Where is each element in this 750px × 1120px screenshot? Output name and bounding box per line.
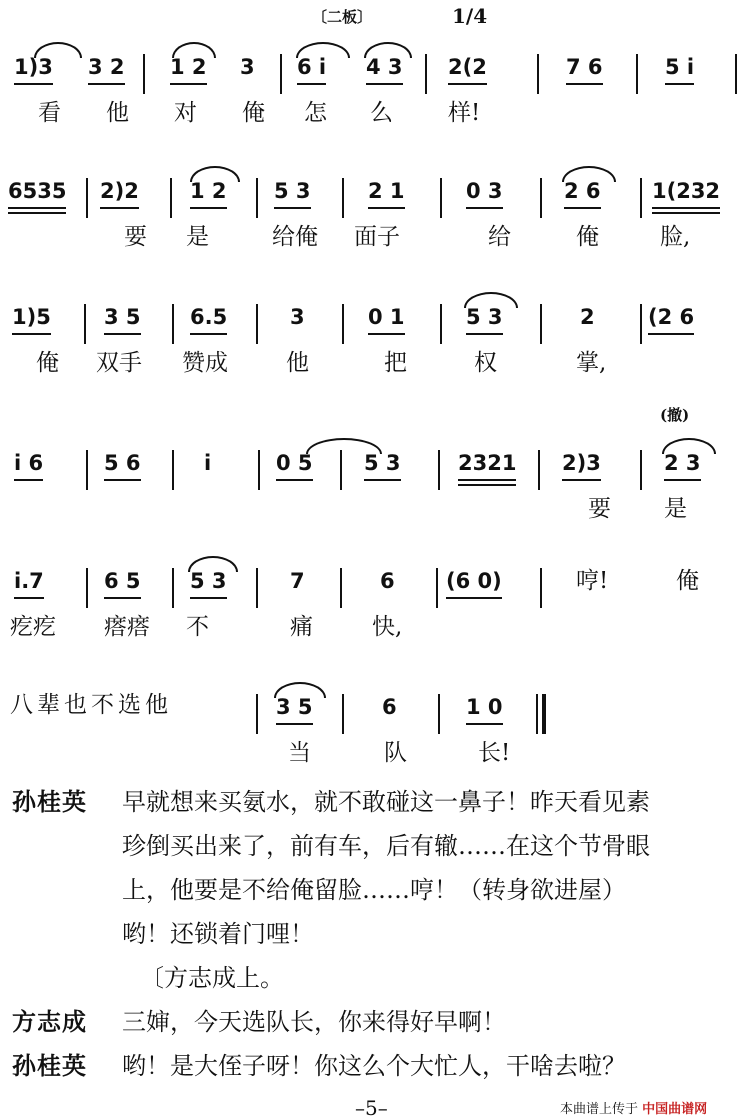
lyric: 权 xyxy=(474,350,497,376)
barline xyxy=(86,450,88,490)
lyric: 面子 xyxy=(354,224,400,250)
lyric: 快, xyxy=(372,614,403,640)
barline xyxy=(280,54,282,94)
lyric: 给 xyxy=(488,224,511,250)
note-group: 2 1 xyxy=(368,176,405,209)
speaker-name: 孙桂英 xyxy=(12,787,87,816)
note-group: 1 0 xyxy=(466,692,503,725)
final-barline xyxy=(542,694,546,734)
slur xyxy=(364,42,412,58)
speech-line: 早就想来买氨水，就不敢碰这一鼻子！昨天看见素 xyxy=(122,788,650,816)
dialogue-block xyxy=(12,780,742,1088)
barline xyxy=(256,568,258,608)
note-group: 1 2 xyxy=(190,176,227,209)
barline xyxy=(536,694,538,734)
slur xyxy=(662,438,716,454)
exclamation-text: 哼! xyxy=(576,568,609,594)
barline xyxy=(636,54,638,94)
note-group: 6 xyxy=(382,695,397,719)
note-group: 2 xyxy=(580,305,595,329)
note-group: i 6 xyxy=(14,448,43,481)
lyric: 瘩瘩 xyxy=(104,614,150,640)
slur xyxy=(34,42,82,58)
note-group: 6535 xyxy=(8,176,66,209)
barline xyxy=(342,304,344,344)
note-group: 2 3 xyxy=(664,448,701,481)
speech-line: 三婶，今天选队长，你来得好早啊！ xyxy=(122,1008,506,1036)
lyric: 俺 xyxy=(36,350,59,376)
lyric: 双手 xyxy=(96,350,142,376)
exclamation-text: 俺 xyxy=(676,568,699,594)
speech-line: 上，他要是不给俺留脸……哼！（转身欲进屋） xyxy=(122,876,626,904)
note-group: 7 xyxy=(290,569,305,593)
notation-line-3 xyxy=(0,302,750,352)
note-group: 1 2 xyxy=(170,52,207,85)
barline xyxy=(735,54,737,94)
lyric: 么 xyxy=(370,100,393,126)
note-group: 4 3 xyxy=(366,52,403,85)
lyric: 脸, xyxy=(660,224,691,250)
note-group: 1)5 xyxy=(12,302,51,335)
barline xyxy=(256,304,258,344)
note-group: 5 3 xyxy=(274,176,311,209)
lyric: 赞成 xyxy=(182,350,228,376)
lead-text: 八辈也不选他 xyxy=(10,692,172,718)
slur xyxy=(296,42,350,58)
notation-line-1 xyxy=(0,52,750,102)
note-group: (2 6 xyxy=(648,302,694,335)
note-group: 6 i xyxy=(297,52,326,85)
slur xyxy=(172,42,216,58)
barline xyxy=(537,54,539,94)
lyric: 怎 xyxy=(304,100,327,126)
note-group: 0 1 xyxy=(368,302,405,335)
notation-line-4 xyxy=(0,448,750,498)
lyric: 是 xyxy=(664,496,687,522)
barline xyxy=(438,694,440,734)
barline xyxy=(436,568,438,608)
speech-text xyxy=(122,1044,742,1088)
site-logo: 中国曲谱网 xyxy=(642,1102,708,1117)
barline xyxy=(172,304,174,344)
barline xyxy=(258,450,260,490)
speaker-name: 方志成 xyxy=(12,1007,87,1036)
speech-text xyxy=(122,780,742,956)
note-group: 2321 xyxy=(458,448,516,481)
speech xyxy=(12,1000,742,1044)
note-group: 3 5 xyxy=(104,302,141,335)
credit-text: 本曲谱上传于 xyxy=(560,1102,639,1117)
note-group: 3 5 xyxy=(276,692,313,725)
speech-line: 哟！是大侄子呀！你这么个大忙人，干啥去啦？ xyxy=(122,1052,626,1080)
slur xyxy=(562,166,616,182)
note-group: 5 3 xyxy=(466,302,503,335)
lyric: 俺 xyxy=(242,100,265,126)
note-group: 2 6 xyxy=(564,176,601,209)
note-group: 5 6 xyxy=(104,448,141,481)
barline xyxy=(342,178,344,218)
lyric: 他 xyxy=(286,350,309,376)
lyric: 样! xyxy=(448,100,481,126)
speaker-name: 孙桂英 xyxy=(12,1051,87,1080)
barline xyxy=(425,54,427,94)
barline xyxy=(84,304,86,344)
notation-line-5 xyxy=(0,566,750,616)
barline xyxy=(86,178,88,218)
tempo-mark: 〔二板〕 xyxy=(312,8,373,26)
speech-line: 哟！还锁着门哩！ xyxy=(122,920,314,948)
note-group: 5 i xyxy=(665,52,694,85)
lyric: 看 xyxy=(38,100,61,126)
lyric: 要 xyxy=(588,496,611,522)
meter-mark: 1/4 xyxy=(452,4,488,28)
note-group: 3 2 xyxy=(88,52,125,85)
lyric: 给俺 xyxy=(272,224,318,250)
barline xyxy=(438,450,440,490)
page-number: –5– xyxy=(355,1096,388,1120)
barline xyxy=(340,568,342,608)
lyric: 把 xyxy=(384,350,407,376)
lyric: 疙疙 xyxy=(10,614,56,640)
note-group: 1)3 xyxy=(14,52,53,85)
barline xyxy=(538,450,540,490)
barline xyxy=(640,178,642,218)
slur xyxy=(464,292,518,308)
barline xyxy=(342,694,344,734)
speech xyxy=(12,780,742,956)
slur xyxy=(190,166,240,182)
note-group: 0 3 xyxy=(466,176,503,209)
barline xyxy=(172,450,174,490)
barline xyxy=(440,178,442,218)
note-group: 6 xyxy=(380,569,395,593)
lyric: 是 xyxy=(186,224,209,250)
notation-line-2 xyxy=(0,176,750,226)
stage-direction: 〔方志成上。 xyxy=(140,964,284,992)
barline xyxy=(540,568,542,608)
note-mark: (撤) xyxy=(660,406,690,424)
lyric: 队 xyxy=(384,740,407,766)
barline xyxy=(440,304,442,344)
lyric: 痛 xyxy=(290,614,313,640)
lyric: 对 xyxy=(174,100,197,126)
slur xyxy=(274,682,326,698)
speech-text xyxy=(122,1000,742,1044)
barline xyxy=(256,694,258,734)
barline xyxy=(256,178,258,218)
lyric: 当 xyxy=(288,740,311,766)
note-group: 2(2 xyxy=(448,52,487,85)
barline xyxy=(172,568,174,608)
note-group: (6 0) xyxy=(446,566,502,599)
note-group: 1(232 xyxy=(652,176,720,209)
credit-watermark xyxy=(560,1098,707,1117)
barline xyxy=(640,450,642,490)
note-group: 6.5 xyxy=(190,302,227,335)
note-group: 2)2 xyxy=(100,176,139,209)
note-group: 2)3 xyxy=(562,448,601,481)
note-group: i.7 xyxy=(14,566,44,599)
note-group: 3 xyxy=(290,305,305,329)
speech-line: 珍倒买出来了，前有车，后有辙……在这个节骨眼 xyxy=(122,832,650,860)
barline xyxy=(143,54,145,94)
lyric: 不 xyxy=(186,614,209,640)
lyric: 要 xyxy=(124,224,147,250)
note-group: i xyxy=(204,451,212,475)
notation-line-6 xyxy=(0,692,750,742)
barline xyxy=(540,304,542,344)
slur xyxy=(306,438,382,454)
lyric: 长! xyxy=(478,740,511,766)
lyric: 俺 xyxy=(576,224,599,250)
barline xyxy=(540,178,542,218)
note-group: 7 6 xyxy=(566,52,603,85)
lyric: 掌, xyxy=(576,350,607,376)
barline xyxy=(170,178,172,218)
speech xyxy=(12,1044,742,1088)
slur xyxy=(188,556,238,572)
note-group: 3 xyxy=(240,55,255,79)
note-group: 5 3 xyxy=(364,448,401,481)
note-group: 0 5 xyxy=(276,448,313,481)
note-group: 6 5 xyxy=(104,566,141,599)
barline xyxy=(86,568,88,608)
barline xyxy=(640,304,642,344)
barline xyxy=(340,450,342,490)
lyric: 他 xyxy=(106,100,129,126)
note-group: 5 3 xyxy=(190,566,227,599)
